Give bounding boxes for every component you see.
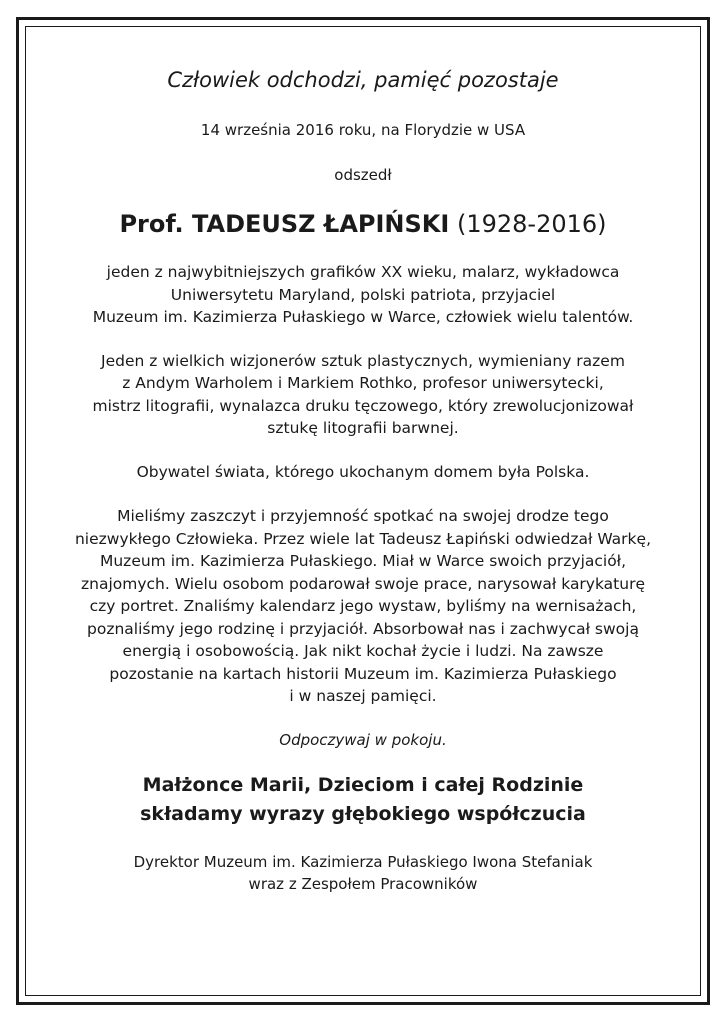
paragraph-line: sztukę litografii barwnej.	[267, 419, 459, 437]
paragraph-line: energią i osobowością. Jak nikt kochał życie i ludzi. Na zawsze	[122, 642, 604, 660]
date-place-line: 14 września 2016 roku, na Florydzie w USA	[200, 121, 526, 139]
motto-heading: Człowiek odchodzi, pamięć pozostaje	[167, 68, 559, 92]
signature-block	[40, 851, 686, 895]
paragraph-line: Uniwersytetu Maryland, polski patriota, przyjaciel	[170, 285, 556, 304]
paragraph-line: czy portret. Znaliśmy kalendarz jego wystaw, byliśmy na wernisażach,	[89, 597, 637, 615]
paragraph-line: jeden z najwybitniejszych grafików XX wieku, malarz, wykładowca	[106, 263, 620, 281]
paragraph-line: poznaliśmy jego rodzinę i przyjaciół. Absorbował nas i zachwycał swoją	[87, 619, 639, 638]
paragraph-line: Muzeum im. Kazimierza Pułaskiego w Warce, człowiek wielu talentów.	[92, 308, 634, 326]
deceased-name: Prof. TADEUSZ ŁAPIŃSKI	[119, 210, 450, 238]
obituary-content	[40, 30, 686, 895]
signature-line: Dyrektor Muzeum im. Kazimierza Pułaskiego Iwona Stefaniak	[133, 852, 593, 871]
paragraph-line: Jeden z wielkich wizjonerów sztuk plastycznych, wymieniany razem	[101, 351, 625, 370]
paragraph-citizen	[40, 461, 686, 484]
condolence-line: Małżonce Marii, Dzieciom i całej Rodzinie	[142, 773, 584, 796]
condolence-line: składamy wyrazy głębokiego współczucia	[140, 802, 586, 825]
paragraph-line: niezwykłego Człowieka. Przez wiele lat Tadeusz Łapiński odwiedzał Warkę,	[74, 529, 651, 548]
paragraph-visionary	[40, 350, 686, 440]
life-years: (1928-2016)	[456, 210, 607, 238]
rest-in-peace: Odpoczywaj w pokoju.	[279, 730, 447, 749]
paragraph-line: pozostanie na kartach historii Muzeum im. Kazimierza Pułaskiego	[109, 664, 617, 683]
paragraph-achievements	[40, 261, 686, 329]
deceased-name-line	[40, 207, 686, 241]
signature-line: wraz z Zespołem Pracowników	[248, 874, 478, 893]
paragraph-memories	[40, 505, 686, 708]
paragraph-line: znajomych. Wielu osobom podarował swoje prace, narysował karykaturę	[81, 574, 645, 593]
paragraph-line: z Andym Warholem i Markiem Rothko, profesor uniwersytecki,	[122, 374, 604, 392]
paragraph-line: Obywatel świata, którego ukochanym domem była Polska.	[136, 462, 590, 481]
condolences-block	[40, 771, 686, 829]
paragraph-line: Muzeum im. Kazimierza Pułaskiego. Miał w Warce swoich przyjaciół,	[99, 552, 627, 570]
paragraph-line: mistrz litografii, wynalazca druku tęczowego, który zrewolucjonizował	[92, 396, 634, 415]
departed-word: odszedł	[334, 166, 392, 184]
paragraph-line: Mieliśmy zaszczyt i przyjemność spotkać na swojej drodze tego	[117, 507, 609, 525]
paragraph-line: i w naszej pamięci.	[289, 687, 437, 705]
